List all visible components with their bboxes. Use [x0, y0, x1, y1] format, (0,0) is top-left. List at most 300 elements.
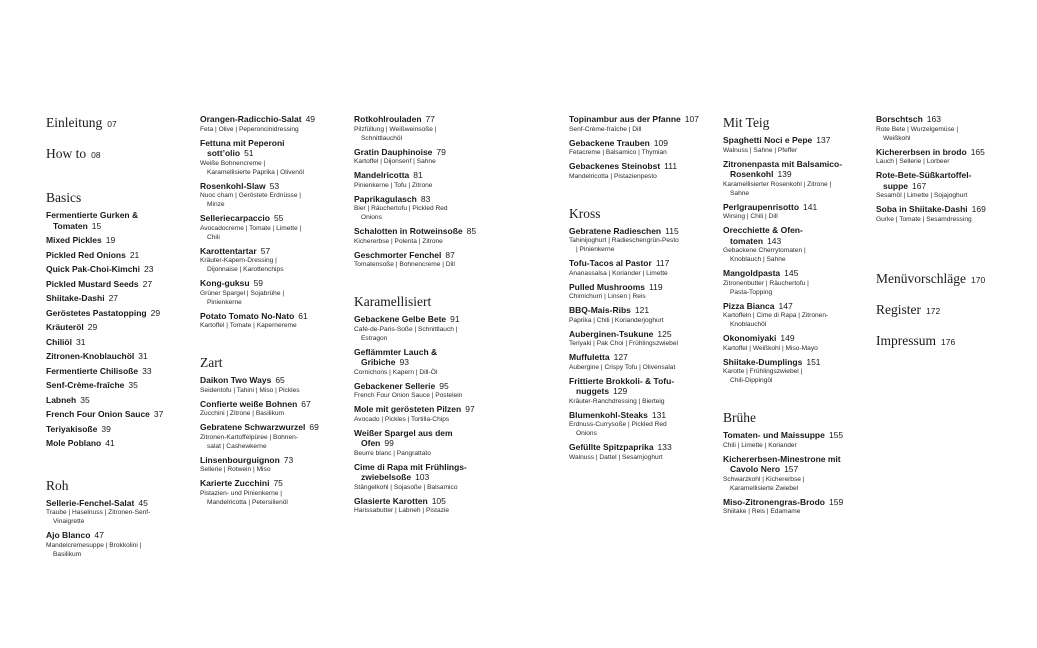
recipe-title	[354, 462, 502, 483]
recipe-title-line	[723, 430, 871, 441]
recipe-title	[723, 225, 871, 246]
recipe-title-text: Rotkohlrouladen	[354, 114, 422, 124]
ingredients-line: Zucchini | Zitrone | Basilikum	[200, 410, 285, 417]
recipe-title-line	[354, 147, 502, 158]
recipe-ingredients	[200, 159, 348, 177]
recipe-title	[46, 351, 194, 362]
recipe-title	[354, 226, 502, 237]
ingredients-line: Chili | Limette | Koriander	[723, 441, 797, 449]
recipe-title-line	[354, 404, 502, 415]
recipe-entry	[200, 375, 348, 395]
ingredients-line: Karamellisierte Paprika | Olivenöl	[207, 168, 304, 176]
recipe-ingredients	[569, 269, 717, 278]
recipe-title-line	[569, 352, 717, 363]
ingredients-line: Avocadocreme | Tomate | Limette |	[200, 224, 302, 232]
recipe-ingredients	[876, 125, 1024, 143]
chapter-entry	[46, 145, 194, 164]
page-number: 155	[828, 430, 844, 440]
recipe-ingredients	[354, 506, 502, 515]
recipe-title-text: Linsenbourguignon	[200, 454, 280, 465]
recipe-entry	[723, 135, 871, 155]
recipe-title-text: Gebackene Trauben	[569, 137, 650, 148]
recipe-ingredients	[354, 204, 502, 222]
recipe-ingredients	[354, 260, 502, 269]
recipe-title	[46, 424, 194, 435]
ingredients-line: Grüner Spargel | Sojabrühe |	[200, 289, 285, 297]
recipe-title	[569, 410, 717, 421]
page-number: 51	[244, 148, 254, 158]
recipe-title-line	[46, 366, 194, 377]
recipe-title	[354, 381, 502, 392]
recipe-title-line	[723, 169, 871, 180]
page-number: 176	[941, 336, 956, 347]
chapter-entry	[876, 301, 1024, 320]
recipe-title-text: Karierte Zucchini	[200, 478, 270, 488]
recipe-title-line	[46, 380, 194, 391]
recipe-title-text: Ofen	[361, 438, 381, 448]
chapter-title: Impressum	[876, 332, 936, 348]
ingredients-line: Traube | Haselnuss | Zitronen-Senf-	[46, 509, 151, 516]
recipe-title-line	[200, 246, 348, 257]
recipe-ingredients	[569, 363, 717, 372]
recipe-title	[200, 278, 348, 289]
recipe-title-line	[46, 221, 194, 232]
recipe-title	[200, 213, 348, 224]
page-number: 21	[129, 249, 140, 260]
recipe-title	[200, 455, 348, 466]
ingredients-line: Onions	[361, 214, 382, 221]
recipe-title-text: Cavolo Nero	[730, 464, 781, 474]
recipe-ingredients	[569, 292, 717, 301]
recipe-ingredients	[569, 339, 717, 348]
recipe-title-text: Borschtsch	[876, 114, 923, 124]
recipe-title	[354, 404, 502, 415]
recipe-entry	[569, 226, 717, 255]
page-number: 49	[305, 114, 316, 124]
recipe-ingredients	[723, 507, 871, 516]
ingredients-line: Fetacreme | Balsamico | Thymian	[569, 149, 667, 156]
ingredients-line: Cornichons | Kapern | Dill-Öl	[354, 368, 438, 376]
chapter-title: Register	[876, 301, 921, 317]
recipe-title-text: Geröstetes Pastatopping	[46, 307, 147, 318]
ingredients-line: Pistazien- und Pinienkerne |	[200, 489, 282, 497]
recipe-title	[46, 322, 194, 333]
recipe-title	[46, 366, 194, 377]
ingredients-line: Schwarzkohl | Kichererbse |	[723, 475, 805, 483]
ingredients-line: Kichererbse | Polenta | Zitrone	[354, 237, 443, 245]
recipe-title	[569, 282, 717, 293]
recipe-entry	[46, 293, 194, 304]
recipe-title-line	[46, 530, 194, 541]
recipe-entry	[354, 347, 502, 377]
recipe-title	[354, 114, 502, 125]
ingredients-line: Schnittlauchöl	[361, 134, 403, 142]
recipe-title-text: Sellerie-Fenchel-Salat	[46, 497, 135, 508]
recipe-entry	[46, 366, 194, 377]
ingredients-line: Karamellisierter Rosenkohl | Zitrone |	[723, 180, 832, 188]
page-number: 151	[806, 356, 821, 367]
recipe-title-line	[354, 170, 502, 181]
ingredients-line: Sahne	[730, 189, 750, 197]
recipe-title-text: Ajo Blanco	[46, 530, 91, 540]
recipe-ingredients	[354, 237, 502, 246]
recipe-entry	[200, 213, 348, 242]
recipe-ingredients	[200, 386, 348, 395]
recipe-ingredients	[46, 508, 194, 526]
recipe-title-line	[46, 279, 194, 290]
recipe-ingredients	[200, 289, 348, 307]
recipe-title-line	[723, 357, 871, 368]
recipe-entry	[200, 114, 348, 134]
recipe-entry	[46, 395, 194, 406]
page-number: 33	[142, 365, 152, 376]
recipe-entry	[46, 235, 194, 246]
page-number: 29	[87, 322, 98, 332]
recipe-title	[569, 138, 717, 149]
chapter-title: Einleitung	[46, 115, 103, 130]
recipe-title-text: Mixed Pickles	[46, 235, 102, 245]
page-number: 163	[926, 114, 941, 124]
recipe-entry	[723, 454, 871, 493]
recipe-ingredients	[354, 325, 502, 343]
ingredients-line: Vinaigrette	[53, 518, 85, 525]
ingredients-line: Stängelkohl | Sojasoße | Balsamico	[354, 483, 458, 491]
ingredients-line: Erdnuss-Currysoße | Pickled Red	[569, 421, 667, 428]
recipe-title	[200, 246, 348, 257]
page-number: 79	[436, 146, 446, 157]
recipe-title-text: Tomaten	[53, 220, 88, 231]
recipe-title	[200, 478, 348, 489]
ingredients-line: Mandelcremesuppe | Brokkolini |	[46, 541, 142, 549]
recipe-entry	[723, 268, 871, 297]
recipe-title-line	[354, 226, 502, 237]
ingredients-line: Wirsing | Chili | Dill	[723, 213, 778, 220]
ingredients-line: Basilikum	[53, 550, 82, 558]
recipe-ingredients	[354, 181, 502, 190]
page-number: 15	[91, 220, 102, 231]
recipe-title	[46, 380, 194, 391]
recipe-title-text: Tomaten- und Maissuppe	[723, 430, 825, 440]
recipe-title-text: Mangoldpasta	[723, 268, 781, 278]
recipe-ingredients	[354, 368, 502, 377]
ingredients-line: Onions	[576, 430, 597, 437]
recipe-title-text: Mole Poblano	[46, 438, 102, 448]
chapter-entry	[46, 114, 194, 133]
page-number: 53	[269, 180, 280, 191]
ingredients-line: Zitronenbutter | Räuchertofu |	[723, 279, 809, 287]
recipe-ingredients	[569, 420, 717, 438]
recipe-entry	[569, 442, 717, 462]
recipe-ingredients	[876, 157, 1024, 166]
page-number: 91	[450, 314, 460, 324]
page-number: 105	[431, 495, 446, 506]
recipe-title-line	[354, 381, 502, 392]
ingredients-line: Dijonnaise | Karottenchips	[207, 266, 284, 273]
recipe-title-line	[569, 376, 717, 387]
recipe-entry	[569, 282, 717, 302]
recipe-title-line	[569, 305, 717, 316]
recipe-title-text: Pickled Red Onions	[46, 249, 126, 260]
page-number: 29	[150, 307, 161, 318]
recipe-title	[723, 454, 871, 475]
toc-column-2	[200, 114, 348, 511]
ingredients-line: Kräuter-Ranchdressing | Bierteig	[569, 397, 665, 405]
recipe-title	[200, 375, 348, 386]
recipe-title-line	[46, 395, 194, 406]
recipe-title-text: BBQ-Mais-Ribs	[569, 305, 631, 315]
recipe-ingredients	[723, 441, 871, 450]
chapter-title: Menüvorschläge	[876, 270, 966, 286]
recipe-title	[354, 147, 502, 158]
recipe-title-text: Spaghetti Noci e Pepe	[723, 135, 813, 145]
recipe-title-text: Daikon Two Ways	[200, 375, 272, 385]
recipe-title	[200, 181, 348, 192]
recipe-entry	[354, 381, 502, 401]
recipe-title-line	[354, 357, 502, 368]
recipe-title-line	[200, 278, 348, 289]
recipe-entry	[354, 314, 502, 343]
recipe-title-text: Teriyakisoße	[46, 423, 98, 434]
recipe-title-line	[723, 333, 871, 344]
recipe-title-text: Glasierte Karotten	[354, 495, 428, 506]
recipe-title	[569, 352, 717, 363]
recipe-entry	[354, 428, 502, 458]
ingredients-line: Feta | Olive | Peperoncinidressing	[200, 125, 299, 133]
recipe-entry	[200, 138, 348, 177]
recipe-ingredients	[723, 311, 871, 329]
recipe-entry	[723, 225, 871, 264]
ingredients-line: | Pinienkerne	[576, 246, 615, 253]
recipe-title-line	[569, 258, 717, 269]
recipe-entry	[46, 337, 194, 348]
recipe-ingredients	[569, 236, 717, 254]
recipe-entry	[200, 478, 348, 507]
toc-column-6	[876, 114, 1024, 351]
recipe-title-text: Weißer Spargel aus dem	[354, 427, 453, 438]
recipe-entry	[569, 376, 717, 406]
recipe-title-line	[569, 226, 717, 237]
recipe-ingredients	[723, 212, 871, 221]
ingredients-line: Senf-Crème-fraîche | Dill	[569, 125, 642, 133]
recipe-ingredients	[354, 483, 502, 492]
ingredients-line: Aubergine | Crispy Tofu | Olivensalat	[569, 363, 676, 371]
toc-column-4	[569, 114, 717, 466]
recipe-title-text: Fettuna mit Peperoni	[200, 137, 285, 148]
recipe-ingredients	[200, 489, 348, 507]
ingredients-line: Kartoffel | Weißkohl | Miso-Mayo	[723, 344, 818, 352]
recipe-title	[723, 333, 871, 344]
ingredients-line: Karamellisierte Zwiebel	[730, 484, 799, 492]
recipe-title	[46, 210, 194, 231]
page-number: 55	[273, 213, 284, 223]
recipe-title-line	[723, 497, 871, 508]
recipe-title-text: Selleriecarpaccio	[200, 213, 270, 223]
recipe-ingredients	[876, 191, 1024, 200]
recipe-entry	[569, 410, 717, 439]
recipe-entry	[569, 114, 717, 134]
recipe-title	[723, 497, 871, 508]
recipe-ingredients	[354, 449, 502, 458]
recipe-title-text: Shiitake-Dashi	[46, 293, 105, 303]
recipe-title-text: sott’olio	[207, 148, 241, 158]
toc-column-5	[723, 114, 871, 520]
recipe-entry	[46, 351, 194, 362]
recipe-title	[723, 357, 871, 368]
ingredients-line: Estragon	[361, 334, 388, 342]
ingredients-line: Teriyaki | Pak Choi | Frühlingszwiebel	[569, 340, 678, 347]
page-number: 165	[970, 146, 985, 157]
recipe-title-line	[723, 236, 871, 247]
recipe-title	[200, 422, 348, 433]
recipe-entry	[354, 496, 502, 516]
recipe-title-text: Potato Tomato No-Nato	[200, 310, 295, 321]
page-number: 141	[803, 201, 818, 212]
recipe-title-line	[200, 114, 348, 125]
recipe-title	[354, 347, 502, 368]
recipe-entry	[200, 399, 348, 419]
chapter-entry	[876, 270, 1024, 289]
ingredients-line: Shiitake | Reis | Edamame	[723, 508, 801, 515]
recipe-title	[569, 226, 717, 237]
recipe-title-text: Geflämmter Lauch &	[354, 346, 438, 357]
recipe-title	[354, 428, 502, 449]
recipe-title-text: Okonomiyaki	[723, 333, 777, 343]
recipe-title	[354, 314, 502, 325]
recipe-title-text: French Four Onion Sauce	[46, 409, 150, 419]
recipe-title-text: Fermentierte Chilisoße	[46, 365, 139, 376]
page-number: 57	[260, 245, 271, 256]
recipe-title-line	[46, 322, 194, 333]
recipe-title-line	[200, 213, 348, 224]
recipe-title-line	[46, 438, 194, 449]
recipe-title-line	[354, 438, 502, 449]
section-heading: Basics	[46, 190, 82, 205]
page-number: 149	[780, 333, 795, 343]
recipe-title	[569, 258, 717, 269]
recipe-entry	[723, 301, 871, 330]
page-number: 75	[273, 478, 283, 488]
ingredients-line: Rote Bete | Wurzelgemüse |	[876, 125, 959, 133]
recipe-entry	[569, 352, 717, 372]
page-number: 97	[465, 404, 475, 414]
recipe-entry	[46, 424, 194, 435]
recipe-title-text: Senf-Crème-fraîche	[46, 380, 125, 390]
recipe-title-line	[46, 308, 194, 319]
recipe-title-line	[200, 181, 348, 192]
recipe-entry	[200, 246, 348, 275]
page-number: 143	[767, 235, 782, 246]
recipe-ingredients	[723, 344, 871, 353]
recipe-title	[723, 135, 871, 146]
recipe-title-line	[200, 422, 348, 433]
recipe-title-text: suppe	[883, 180, 909, 191]
ingredients-line: Paprika | Chili | Korianderjoghurt	[569, 316, 664, 324]
ingredients-line: Walnuss | Sahne | Pfeffer	[723, 146, 798, 154]
page-number: 129	[613, 386, 628, 396]
recipe-title	[200, 311, 348, 322]
recipe-ingredients	[200, 191, 348, 209]
page-number: 111	[664, 161, 678, 171]
section-heading: Zart	[200, 355, 223, 370]
recipe-title-text: Paprikagulasch	[354, 193, 417, 204]
page-number: 157	[784, 464, 799, 474]
recipe-entry	[569, 161, 717, 181]
recipe-ingredients	[569, 316, 717, 325]
recipe-entry	[200, 422, 348, 451]
recipe-title-line	[46, 337, 194, 348]
recipe-title-line	[46, 210, 194, 221]
recipe-title-text: Labneh	[46, 394, 77, 405]
recipe-ingredients	[723, 475, 871, 493]
section-heading: Kross	[569, 205, 601, 221]
recipe-title-line	[876, 181, 1024, 192]
page-number: 35	[80, 394, 90, 405]
recipe-title-line	[354, 314, 502, 325]
recipe-title-text: Gebackene Gelbe Bete	[354, 314, 447, 324]
ingredients-line: Nuoc cham | Geröstete Erdnüsse |	[200, 192, 301, 199]
recipe-title-line	[723, 225, 871, 236]
recipe-title-text: Rosenkohl-Slaw	[200, 180, 266, 191]
recipe-title-line	[723, 159, 871, 170]
recipe-ingredients	[200, 433, 348, 451]
ingredients-line: Pinienkerne	[207, 298, 242, 306]
recipe-title-text: Chiliöl	[46, 336, 72, 347]
recipe-title-text: Perlgraupenrisotto	[723, 201, 800, 212]
recipe-title-line	[46, 293, 194, 304]
recipe-title	[46, 530, 194, 541]
recipe-entry	[46, 380, 194, 391]
chapter-entry	[876, 332, 1024, 351]
recipe-title-text: Auberginen-Tsukune	[569, 328, 654, 339]
recipe-ingredients	[200, 256, 348, 274]
recipe-title	[876, 204, 1024, 215]
recipe-ingredients	[200, 224, 348, 242]
recipe-ingredients	[354, 125, 502, 143]
recipe-title-line	[46, 424, 194, 435]
page-number: 31	[75, 336, 86, 347]
page-number: 93	[399, 357, 409, 367]
recipe-title	[723, 202, 871, 213]
section-heading: Brühe	[723, 410, 756, 425]
ingredients-line: French Four Onion Sauce | Postelein	[354, 392, 463, 399]
ingredients-line: Minze	[207, 201, 225, 208]
recipe-title-line	[876, 170, 1024, 181]
ingredients-line: Mandelricotta | Pistazienpesto	[569, 172, 657, 180]
page-number: 137	[816, 135, 831, 145]
recipe-ingredients	[354, 415, 502, 424]
recipe-title	[569, 376, 717, 397]
recipe-title	[723, 268, 871, 279]
ingredients-line: Chimichurri | Linsen | Reis	[569, 293, 646, 300]
recipe-title-line	[200, 478, 348, 489]
page-number: 45	[138, 497, 148, 508]
ingredients-line: Pasta-Topping	[730, 288, 773, 296]
recipe-title-text: nuggets	[576, 386, 610, 396]
recipe-title-line	[876, 114, 1024, 125]
ingredients-line: Café-de-Paris-Soße | Schnittlauch |	[354, 325, 458, 333]
recipe-title	[200, 138, 348, 159]
recipe-title-line	[46, 409, 194, 420]
recipe-entry	[46, 308, 194, 319]
ingredients-line: Seidentofu | Tahini | Miso | Pickles	[200, 386, 300, 394]
recipe-title	[200, 399, 348, 410]
recipe-title-line	[354, 250, 502, 261]
recipe-title-line	[354, 462, 502, 473]
page-number: 23	[144, 264, 154, 274]
recipe-title-line	[723, 135, 871, 146]
page-number: 169	[971, 204, 986, 214]
recipe-entry	[723, 159, 871, 198]
